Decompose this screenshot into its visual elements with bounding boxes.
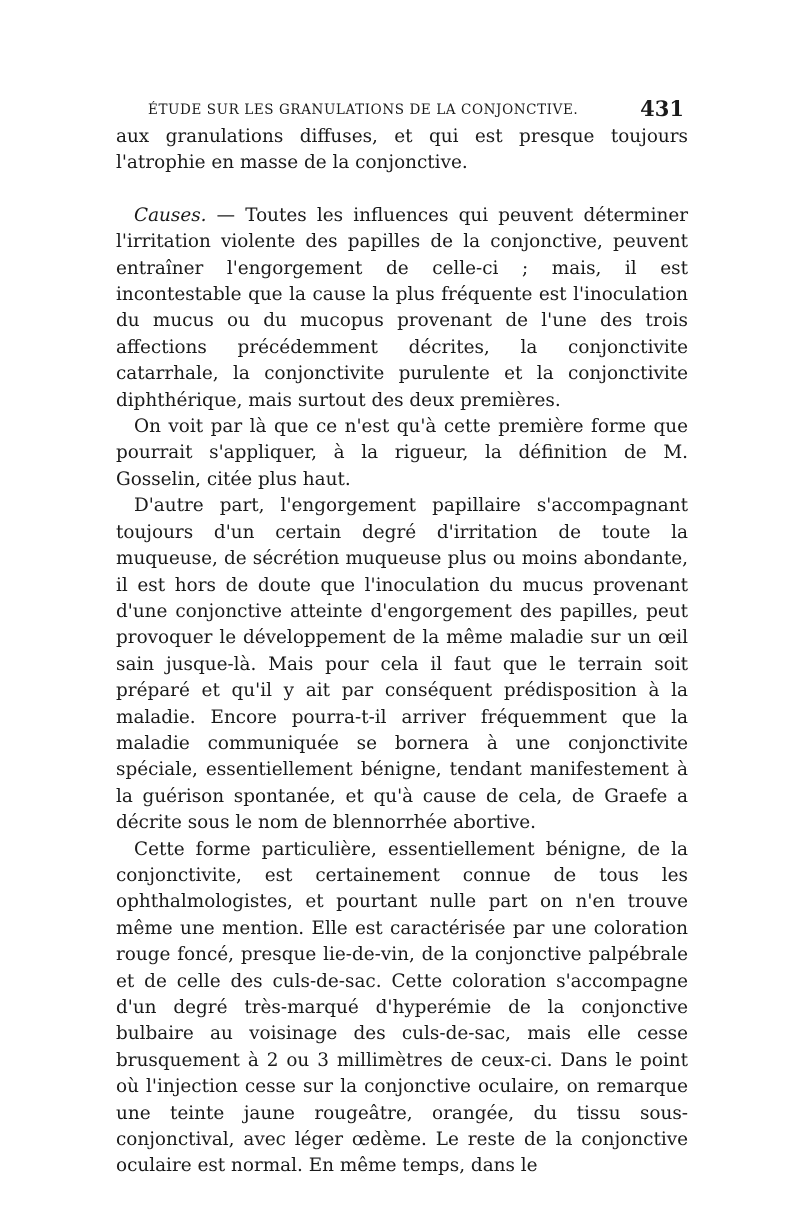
body-text — [116, 124, 688, 1180]
paragraph: Cette forme particulière, essentiellement bénigne, de la conjonctivite, est certainement connue de tous les ophthalmologistes, et pourtant nulle part on n'en trouve même une mention. Elle est caractérisée par une coloration rouge foncé, presque lie-de-vin, de la conjonctive palpébrale et de celle des culs-de-sac. Cette coloration s'accompagne d'un degré très-marqué d'hyperémie de la conjonctive bulbaire au voisinage des culs-de-sac, mais elle cesse brusquement à 2 ou 3 millimètres de ceux-ci. Dans le point où l'injection cesse sur la conjonctive oculaire, on remarque une teinte jaune rougeâtre, orangée, du tissu sous-conjonctival, avec léger œdème. Le reste de la conjonctive oculaire est normal. En même temps, dans le — [116, 838, 688, 1177]
page — [116, 98, 688, 1180]
page-number: 431 — [640, 96, 684, 121]
section-rubric: Causes. — [134, 204, 207, 226]
paragraph-continuation: aux granulations diffuses, et qui est presque toujours l'atrophie en masse de la conjonctive. — [116, 126, 688, 174]
paragraph-causes — [116, 203, 688, 414]
running-head — [116, 98, 688, 124]
paragraph: D'autre part, l'engorgement papillaire s'accompagnant toujours d'un certain degré d'irritation de toute la muqueuse, de sécrétion muqueuse plus ou moins abondante, il est hors de doute que l'inoculation du mucus provenant d'une conjonctive atteinte d'engorgement des papilles, peut provoquer le développement de la même maladie sur un œil sain jusque-là. Mais pour cela il faut que le terrain soit préparé et qu'il y ait par conséquent prédisposition à la maladie. Encore pourra-t-il arriver fréquemment que la maladie communiquée se bornera à une conjonctivite spéciale, essentiellement bénigne, tendant manifestement à la guérison spontanée, et qu'à cause de cela, de Graefe a décrite sous le nom de blennorrhée abortive. — [116, 495, 688, 834]
paragraph-causes-text: — Toutes les influences qui peuvent déterminer l'irritation violente des papilles de la conjonctive, peuvent entraîner l'engorgement de celle-ci ; mais, il est incontestable que la cause la plus fréquente est l'inoculation du mucus ou du mucopus provenant de l'une des trois affections précédemment décrites, la conjonctivite catarrhale, la conjonctivite purulente et la conjonctivite diphthérique, mais surtout des deux premières. — [116, 204, 688, 411]
paragraph: On voit par là que ce n'est qu'à cette première forme que pourrait s'appliquer, à la rigueur, la définition de M. Gosselin, citée plus haut. — [116, 416, 688, 490]
running-title: ÉTUDE SUR LES GRANULATIONS DE LA CONJONCTIVE. — [148, 102, 579, 118]
